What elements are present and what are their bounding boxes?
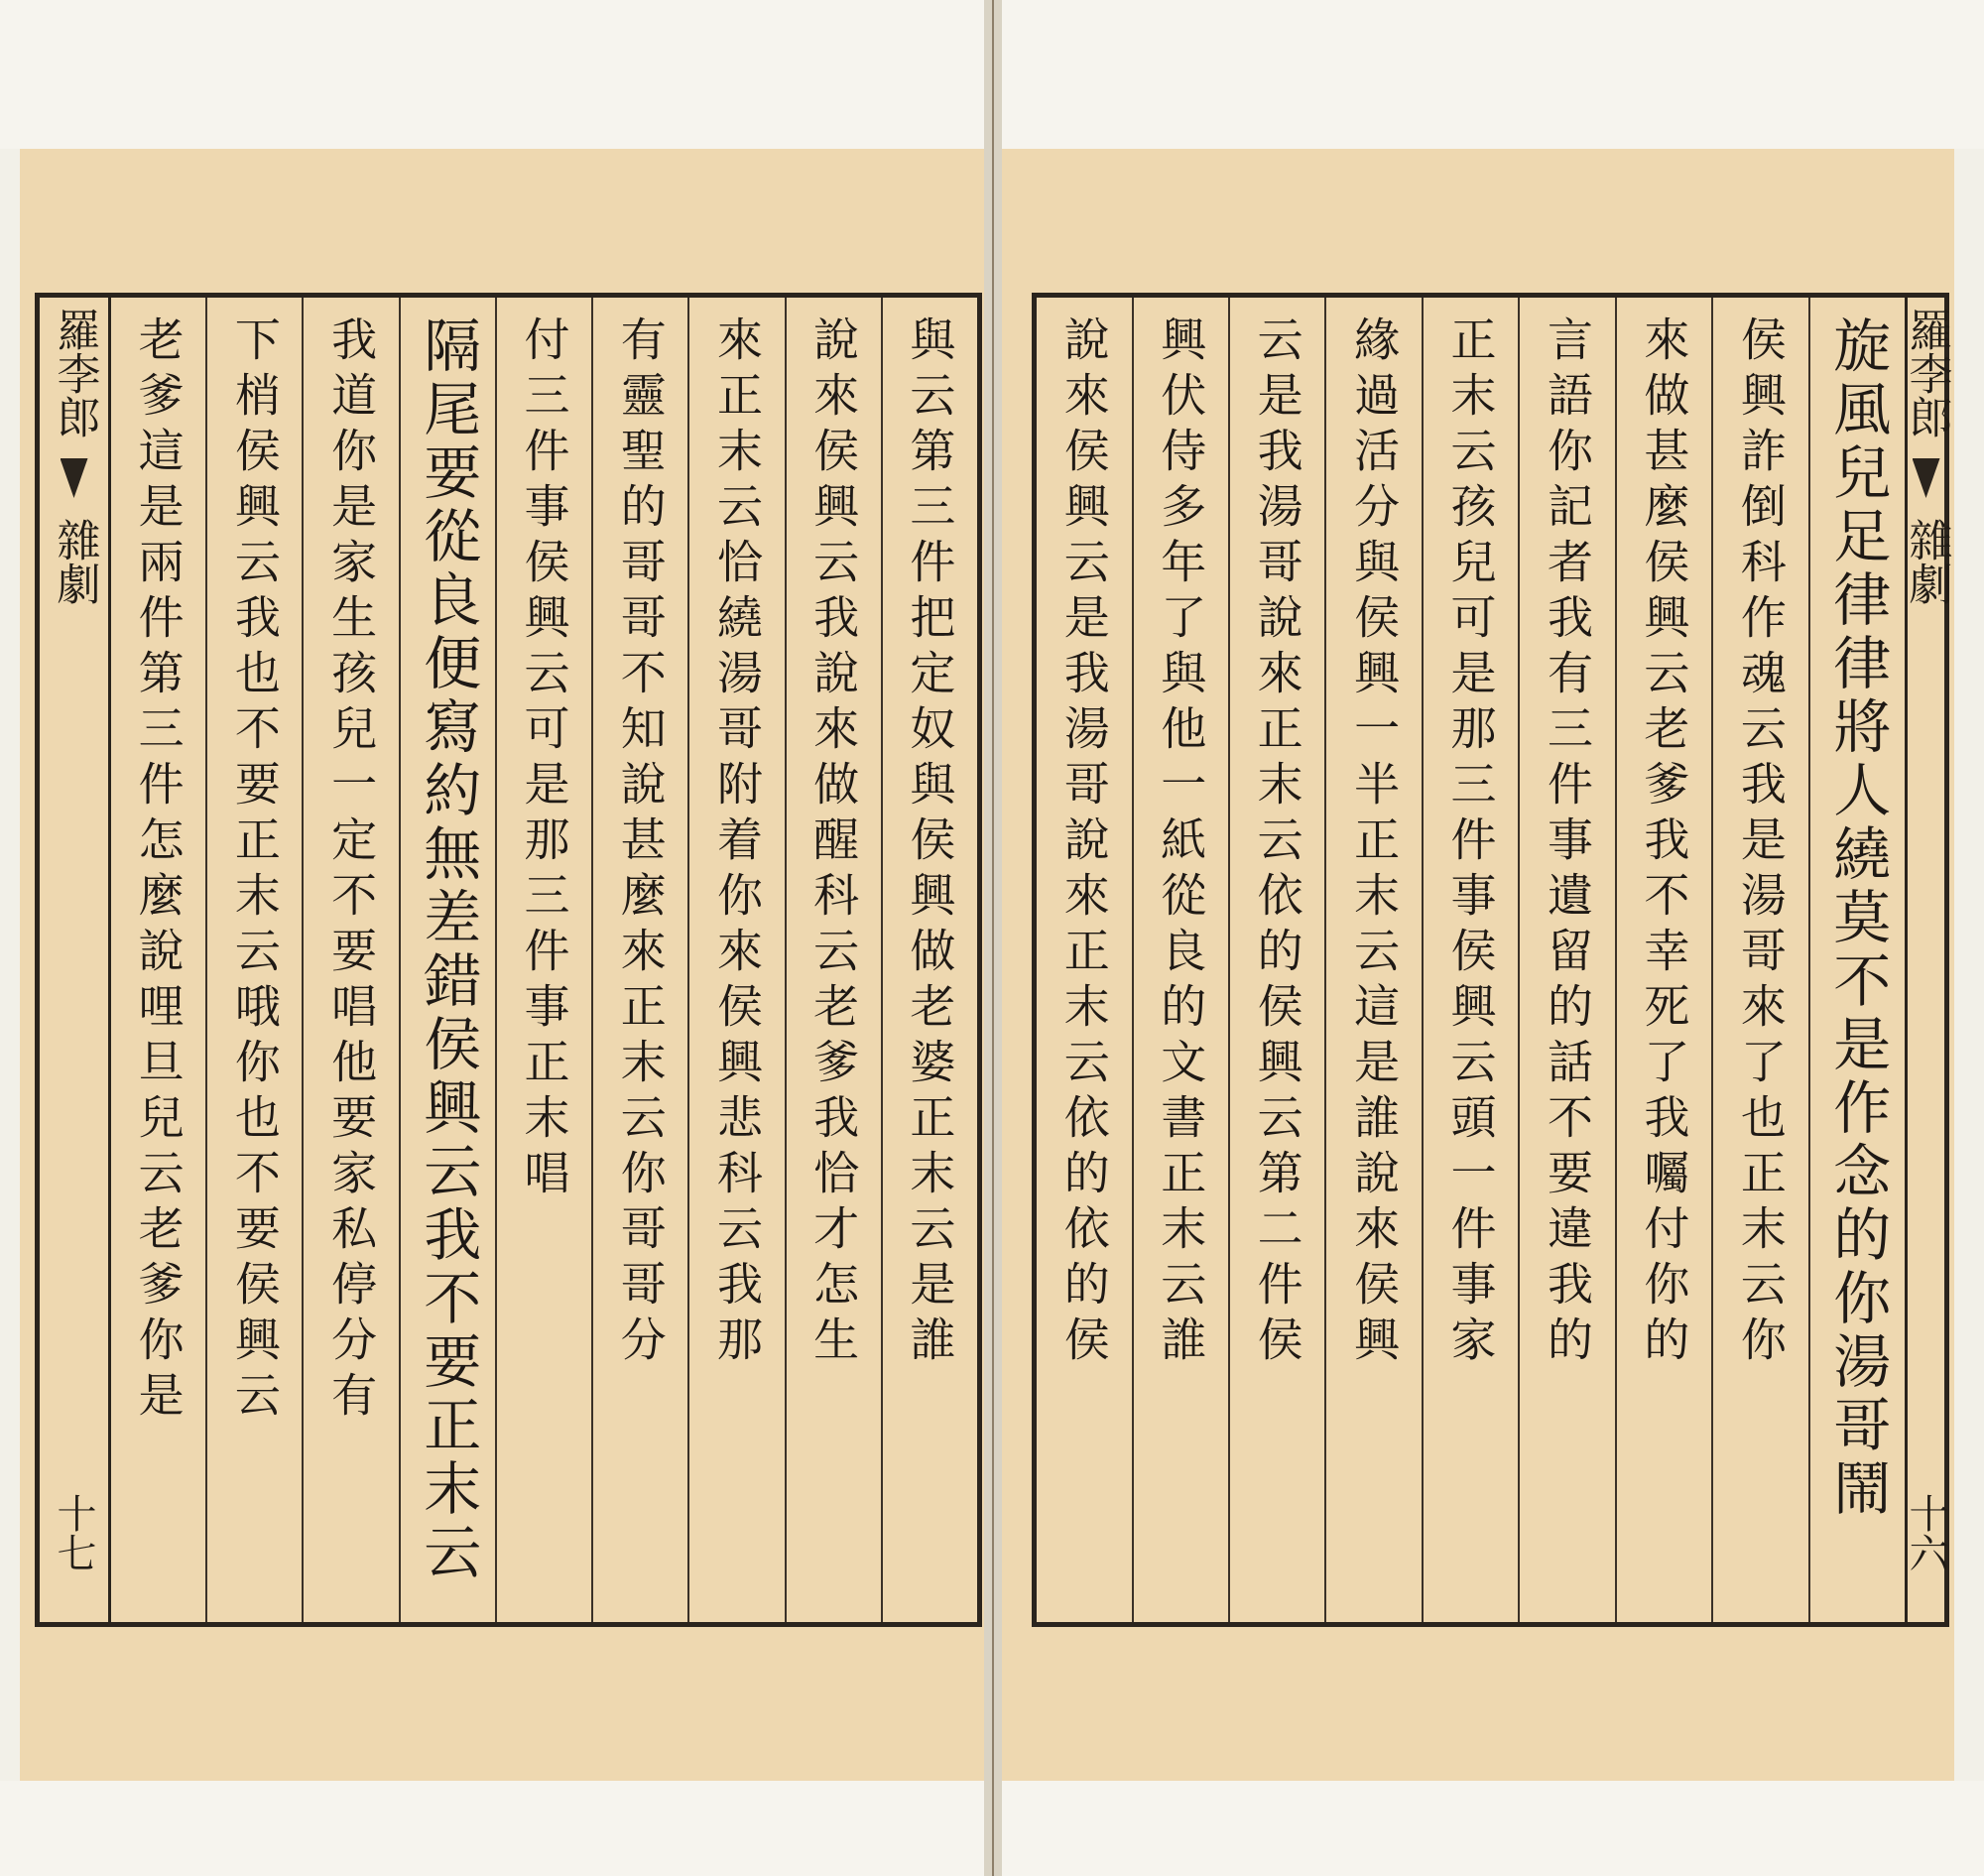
column-text: 云是我湯哥說來正末云依的侯興云第二件侯 — [1250, 315, 1304, 1371]
right-text-columns — [1037, 298, 1905, 1622]
text-column — [1615, 298, 1711, 1622]
text-column — [1518, 298, 1614, 1622]
text-column — [1037, 298, 1131, 1622]
text-column — [205, 298, 302, 1622]
column-text: 隔尾要從良便寫約無差錯侯興云我不要正末云 — [414, 315, 482, 1585]
left-margin-section: 雜劇 — [49, 518, 100, 605]
column-text: 說來侯興云我說來做醒科云老爹我恰才怎生 — [806, 315, 861, 1371]
left-text-columns — [111, 298, 977, 1622]
text-column — [1228, 298, 1324, 1622]
column-text: 言語你記者我有三件事遺留的話不要違我的 — [1540, 315, 1594, 1371]
text-column — [302, 298, 398, 1622]
text-column — [785, 298, 881, 1622]
right-page — [1002, 149, 1954, 1781]
column-text: 侯興詐倒科作魂云我是湯哥來了也正末云你 — [1733, 315, 1788, 1371]
text-column — [1132, 298, 1228, 1622]
text-column — [591, 298, 687, 1622]
left-margin-title: 羅李郎 — [49, 308, 100, 438]
column-text: 正末云孩兒可是那三件事侯興云頭一件事家 — [1443, 315, 1498, 1371]
column-text: 我道你是家生孩兒一定不要唱他要家私停分有 — [324, 315, 379, 1427]
left-page-frame — [35, 293, 982, 1627]
right-page-frame — [1032, 293, 1952, 1627]
column-text: 興伏侍多年了與他一紙從良的文書正末云誰 — [1154, 315, 1208, 1371]
column-text: 說來侯興云是我湯哥說來正末云依的依的侯 — [1056, 315, 1111, 1371]
text-column — [687, 298, 784, 1622]
text-column — [399, 298, 495, 1622]
column-text: 付三件事侯興云可是那三件事正末唱 — [517, 315, 571, 1204]
right-margin-title: 羅李郎 — [1901, 308, 1952, 438]
text-column — [1324, 298, 1421, 1622]
column-text: 來正末云恰繞湯哥附着你來侯興悲科云我那 — [709, 315, 764, 1371]
left-page — [20, 149, 984, 1781]
column-text: 來做甚麼侯興云老爹我不幸死了我囑付你的 — [1637, 315, 1691, 1371]
text-column — [495, 298, 591, 1622]
column-text: 緣過活分與侯興一半正末云這是誰說來侯興 — [1347, 315, 1402, 1371]
column-text: 旋風兒足律律將人繞莫不是作念的你湯哥鬧 — [1823, 315, 1892, 1522]
column-text: 老爹這是兩件第三件怎麼說哩旦兒云老爹你是 — [131, 315, 186, 1427]
column-text: 下梢侯興云我也不要正末云哦你也不要侯興云 — [227, 315, 282, 1427]
fish-tail-icon — [61, 458, 88, 498]
fish-tail-icon — [1913, 458, 1940, 498]
right-page-margin — [1901, 298, 1952, 1622]
column-text: 有靈聖的哥哥不知說甚麼來正末云你哥哥分 — [613, 315, 668, 1371]
book-spine — [984, 0, 1002, 1876]
text-column — [111, 298, 205, 1622]
text-column — [1808, 298, 1905, 1622]
text-column — [1422, 298, 1518, 1622]
left-folio-number: 十七 — [51, 1493, 96, 1572]
right-folio-number: 十六 — [1903, 1493, 1948, 1572]
left-page-margin — [40, 298, 111, 1622]
right-margin-section: 雜劇 — [1901, 518, 1952, 605]
text-column — [881, 298, 977, 1622]
column-text: 與云第三件把定奴與侯興做老婆正末云是誰 — [903, 315, 957, 1371]
text-column — [1711, 298, 1807, 1622]
